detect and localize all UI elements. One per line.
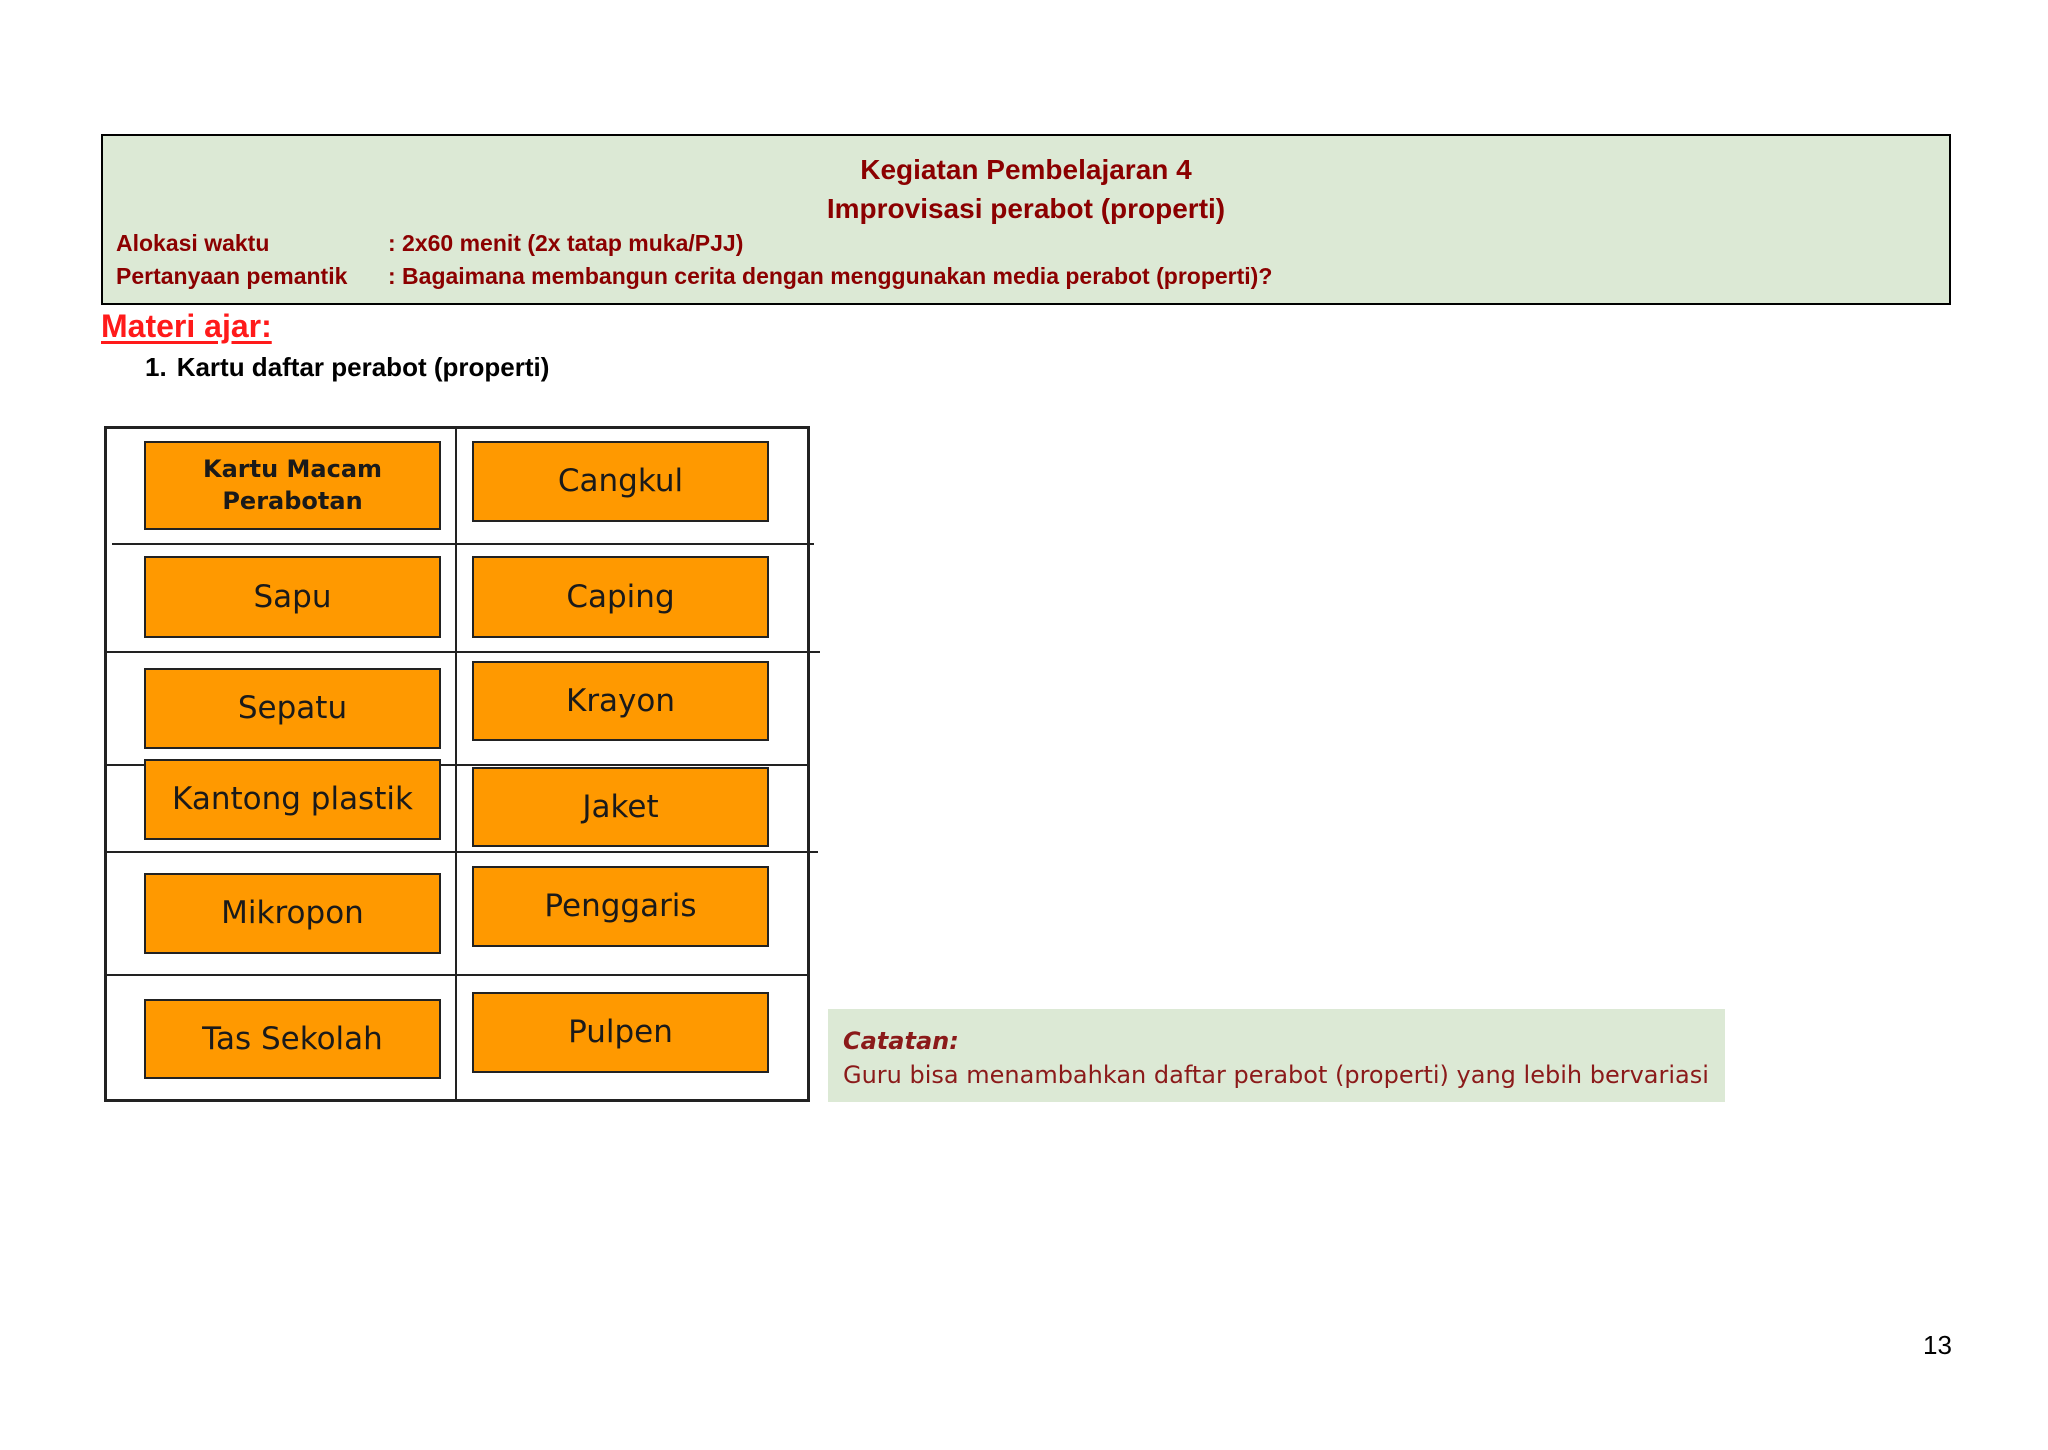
guiding-question-value: : Bagaimana membangun cerita dengan menggunakan media perabot (properti)? xyxy=(388,263,1273,289)
card-kantong-plastik: Kantong plastik xyxy=(144,759,441,840)
activity-header-box xyxy=(101,134,1951,305)
guiding-question-row xyxy=(116,263,1272,290)
card-tas-sekolah: Tas Sekolah xyxy=(144,999,441,1079)
card-cangkul: Cangkul xyxy=(472,441,769,522)
time-allocation-row xyxy=(116,230,743,257)
page-number: 13 xyxy=(1923,1330,1952,1360)
time-allocation-label: Alokasi waktu xyxy=(116,230,270,256)
card-sapu: Sapu xyxy=(144,556,441,638)
card-krayon: Krayon xyxy=(472,661,769,741)
card-penggaris: Penggaris xyxy=(472,866,769,947)
card-sepatu: Sepatu xyxy=(144,668,441,749)
note-text: Guru bisa menambahkan daftar perabot (properti) yang lebih bervariasi xyxy=(843,1061,1709,1089)
card-mikropon: Mikropon xyxy=(144,873,441,954)
grid-divider-row-2 xyxy=(104,651,820,653)
guiding-question-label: Pertanyaan pemantik xyxy=(116,263,348,289)
list-item-number: 1. xyxy=(145,352,167,382)
activity-title: Kegiatan Pembelajaran 4 xyxy=(860,154,1192,185)
section-heading: Materi ajar: xyxy=(101,308,272,344)
activity-subtitle: Improvisasi perabot (properti) xyxy=(826,193,1226,224)
list-item xyxy=(145,352,549,383)
note-title: Catatan: xyxy=(843,1027,959,1055)
list-item-text: Kartu daftar perabot (properti) xyxy=(176,352,550,382)
grid-divider-row-5 xyxy=(104,974,810,976)
note-box xyxy=(828,1009,1725,1102)
card-pulpen: Pulpen xyxy=(472,992,769,1073)
grid-divider-row-4 xyxy=(104,851,818,853)
card-header: Kartu Macam Perabotan xyxy=(144,441,441,530)
grid-divider-row-1 xyxy=(112,543,814,545)
card-jaket: Jaket xyxy=(472,767,769,847)
time-allocation-value: : 2x60 menit (2x tatap muka/PJJ) xyxy=(388,230,744,256)
card-caping: Caping xyxy=(472,556,769,638)
